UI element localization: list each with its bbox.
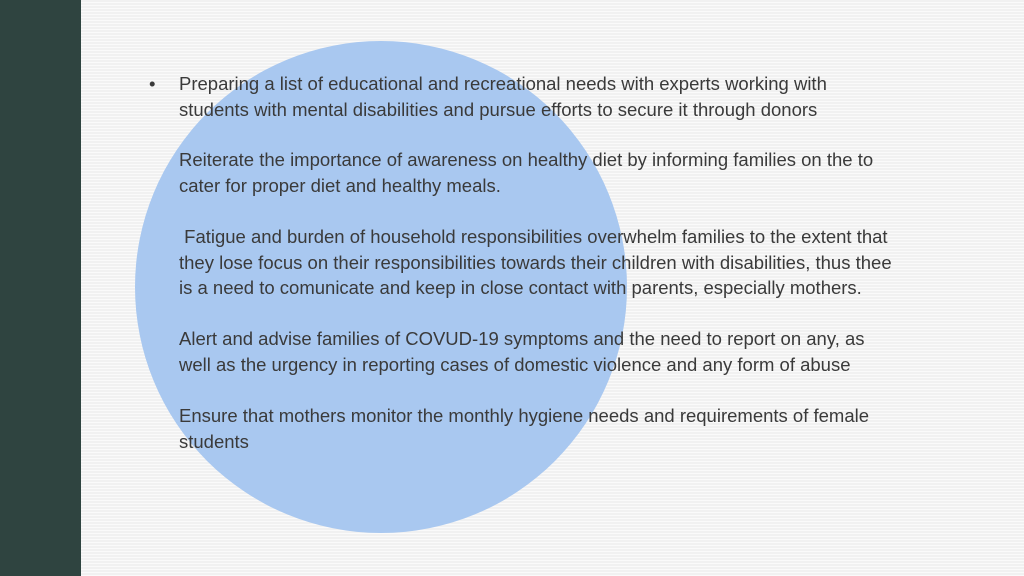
paragraph-educational-needs: Preparing a list of educational and recreational needs with experts working with students with mental disabilities and pursue efforts to secure it through donors <box>179 73 827 120</box>
paragraph-hygiene-needs: Ensure that mothers monitor the monthly hygiene needs and requirements of female students <box>179 405 870 452</box>
paragraph-healthy-diet: Reiterate the importance of awareness on healthy diet by informing families on the to cater for proper diet and healthy meals. <box>179 149 874 196</box>
bullet-marker: • <box>149 73 156 94</box>
paragraph-covid-symptoms: Alert and advise families of COVUD-19 symptoms and the need to report on any, as well as the urgency in reporting cases of domestic violence and any form of abuse <box>179 328 865 375</box>
paragraph-household-responsibilities: Fatigue and burden of household responsibilities overwhelm families to the extent that they lose focus on their responsibilities towards their children with disabilities, thus thee is a need to comunicate and keep in close contact with parents, especially mothers. <box>179 226 892 298</box>
